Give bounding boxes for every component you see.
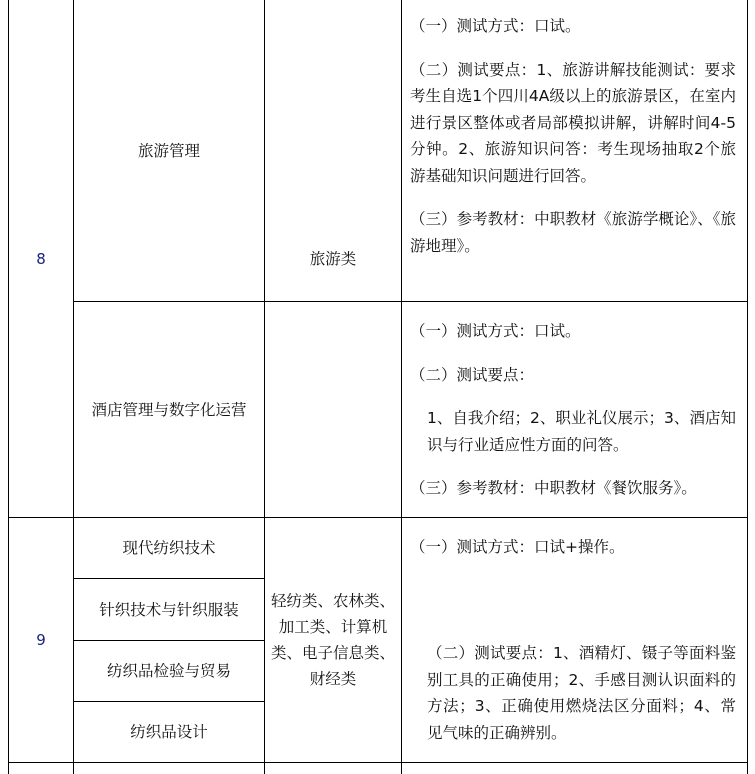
grid-line bbox=[401, 0, 402, 774]
test-requirements bbox=[410, 534, 736, 561]
test-points: （二）测试要点：1、酒精灯、镊子等面料鉴别工具的正确使用；2、手感目测认识面料的方法；3、正确使用燃烧法区分面料；4、常见气味的正确辨别。 bbox=[427, 644, 736, 742]
grid-line bbox=[747, 0, 748, 774]
test-requirements bbox=[410, 640, 736, 746]
test-requirements bbox=[410, 318, 736, 502]
row-number: 9 bbox=[36, 631, 46, 649]
test-requirements bbox=[410, 13, 736, 259]
test-method: （一）测试方式：口试+操作。 bbox=[410, 538, 625, 556]
test-points-detail: 1、自我介绍；2、职业礼仪展示；3、酒店知识与行业适应性方面的问答。 bbox=[427, 409, 736, 454]
major-name: 纺织品检验与贸易 bbox=[106, 662, 231, 680]
category-name: 旅游类 bbox=[309, 249, 357, 268]
test-method: （一）测试方式：口试。 bbox=[410, 322, 581, 340]
major-name: 纺织品设计 bbox=[130, 723, 208, 741]
major-name: 旅游管理 bbox=[137, 141, 200, 160]
category-name: 轻纺类、农林类、加工类、计算机类、电子信息类、财经类 bbox=[270, 592, 395, 688]
major-name: 针织技术与针织服装 bbox=[99, 600, 239, 619]
major-name: 现代纺织技术 bbox=[122, 539, 216, 557]
reference-textbook: （三）参考教材：中职教材《旅游学概论》、《旅游地理》。 bbox=[410, 210, 736, 255]
reference-textbook: （三）参考教材：中职教材《餐饮服务》。 bbox=[410, 479, 697, 497]
test-points: （二）测试要点： bbox=[410, 365, 535, 384]
test-method: （一）测试方式：口试。 bbox=[410, 17, 581, 35]
test-points: （二）测试要点：1、旅游讲解技能测试：要求考生自选1个四川4A级以上的旅游景区，在室内进行景区整体或者局部模拟讲解，讲解时间4-5分钟。2、旅游知识问答：考生现场抽取2个旅游基础知识问题进行回答。 bbox=[410, 60, 736, 185]
major-name: 酒店管理与数字化运营 bbox=[91, 400, 247, 419]
row-number: 8 bbox=[36, 249, 46, 268]
grid-line bbox=[8, 762, 748, 763]
